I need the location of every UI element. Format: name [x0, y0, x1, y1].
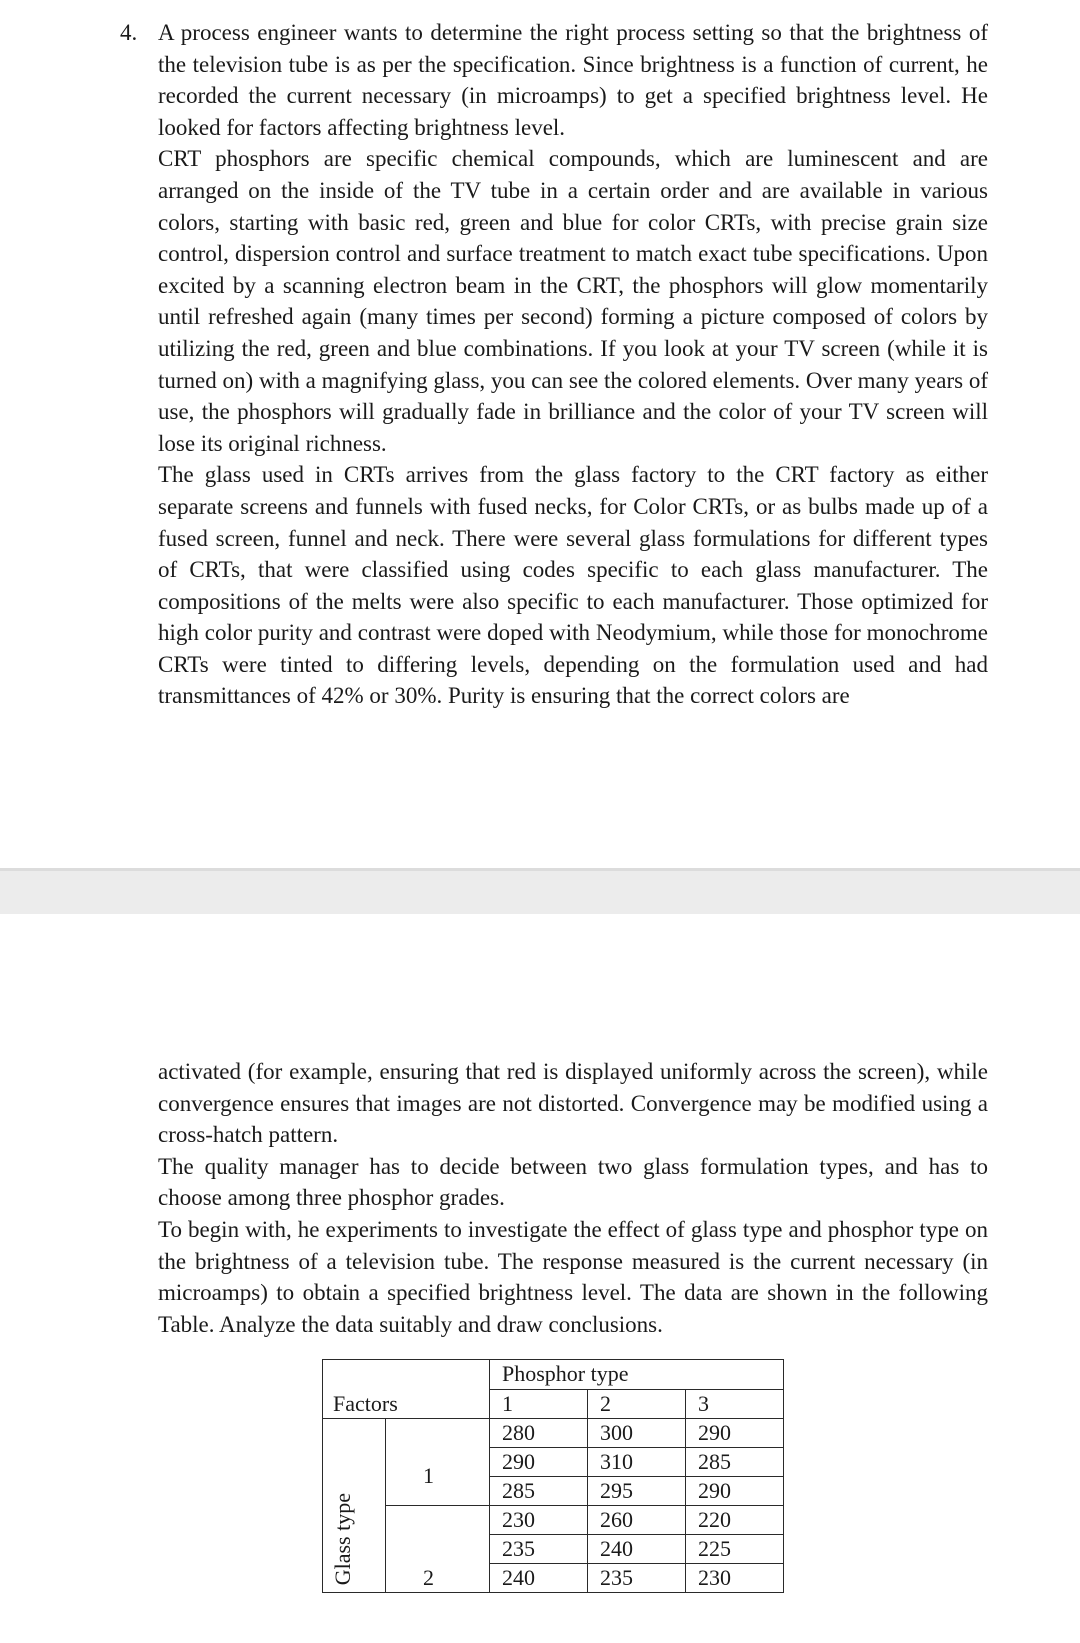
glass-type-label-cell — [323, 1419, 386, 1593]
glass-level-2-cell — [386, 1506, 490, 1593]
question-text-top — [158, 17, 988, 712]
table-cell: 235 — [490, 1535, 588, 1564]
table-row — [323, 1419, 784, 1448]
question-number: 4. — [120, 20, 138, 45]
table-cell: 290 — [490, 1448, 588, 1477]
glass-level-1: 1 — [423, 1463, 434, 1488]
table-cell: 280 — [490, 1419, 588, 1448]
factors-label: Factors — [333, 1391, 398, 1416]
table-cell: 285 — [686, 1448, 784, 1477]
phosphor-header-cell — [490, 1360, 784, 1390]
table-cell: 290 — [686, 1477, 784, 1506]
table-cell: 290 — [686, 1419, 784, 1448]
glass-type-label: Glass type — [330, 1492, 355, 1585]
page-break-gap — [0, 868, 1080, 914]
paragraph-purity: activated (for example, ensuring that red is displayed uniformly across the screen), while convergence ensures that images are not distorted. Convergence may be modified using a cross-hatch pattern. — [158, 1059, 988, 1148]
glass-level-1-cell — [386, 1419, 490, 1506]
phosphor-header: Phosphor type — [502, 1361, 629, 1387]
table-cell: 300 — [588, 1419, 686, 1448]
paragraph-decision: The quality manager has to decide between two glass formulation types, and has to choose among three phosphor grades. — [158, 1153, 988, 1211]
table-cell: 240 — [490, 1564, 588, 1593]
table-cell: 220 — [686, 1506, 784, 1535]
glass-level-2: 2 — [423, 1565, 434, 1590]
table-cell: 230 — [686, 1564, 784, 1593]
table-cell: 260 — [588, 1506, 686, 1535]
table-cell: 235 — [588, 1564, 686, 1593]
paragraph-glass: The glass used in CRTs arrives from the glass factory to the CRT factory as either separate screens and funnels with fused necks, for Color CRTs, or as bulbs made up of a fused screen, funnel and neck. There were several glass formulations for different types of CRTs, that were classified using codes specific to each glass manufacturer. The compositions of the melts were also specific to each manufacturer. Those optimized for high color purity and contrast were doped with Neodymium, while those for monochrome CRTs were tinted to differing levels, depending on the formulation used and had transmittances of 42% or 30%. Purity is ensuring that the correct colors are — [158, 462, 988, 709]
factors-label-cell — [323, 1360, 490, 1419]
paragraph-intro: A process engineer wants to determine the right process setting so that the brightness of the television tube is as per the specification. Since brightness is a function of current, he recorded the current necessary (in microamps) to get a specified brightness level. He looked for factors affecting brightness level. — [158, 20, 988, 140]
paragraph-phosphors: CRT phosphors are specific chemical compounds, which are luminescent and are arranged on the inside of the TV tube in a certain order and are available in various colors, starting with basic red, green and blue for color CRTs, with precise grain size control, dispersion control and surface treatment to match exact tube specifications. Upon excited by a scanning electron beam in the CRT, the phosphors will glow momentarily until refreshed again (many times per second) forming a picture composed of colors by utilizing the red, green and blue combinations. If you look at your TV screen (while it is turned on) with a magnifying glass, you can see the colored elements. Over many years of use, the phosphors will gradually fade in brilliance and the color of your TV screen will lose its original richness. — [158, 146, 988, 456]
table-header-row-1 — [323, 1360, 784, 1390]
data-table — [322, 1359, 784, 1593]
table-row — [323, 1506, 784, 1535]
phosphor-level-1: 1 — [490, 1389, 588, 1419]
table-cell: 295 — [588, 1477, 686, 1506]
table-cell: 240 — [588, 1535, 686, 1564]
table-cell: 230 — [490, 1506, 588, 1535]
table-cell: 225 — [686, 1535, 784, 1564]
question-text-bottom — [158, 1056, 988, 1340]
phosphor-level-2: 2 — [588, 1389, 686, 1419]
paragraph-experiment: To begin with, he experiments to investigate the effect of glass type and phosphor type on the brightness of a television tube. The response measured is the current necessary (in microamps) to obtain a specified brightness level. The data are shown in the following Table. Analyze the data suitably and draw conclusions. — [158, 1216, 988, 1337]
table-cell: 285 — [490, 1477, 588, 1506]
page-bottom — [0, 914, 1080, 1643]
phosphor-level-3: 3 — [686, 1389, 784, 1419]
table-cell: 310 — [588, 1448, 686, 1477]
